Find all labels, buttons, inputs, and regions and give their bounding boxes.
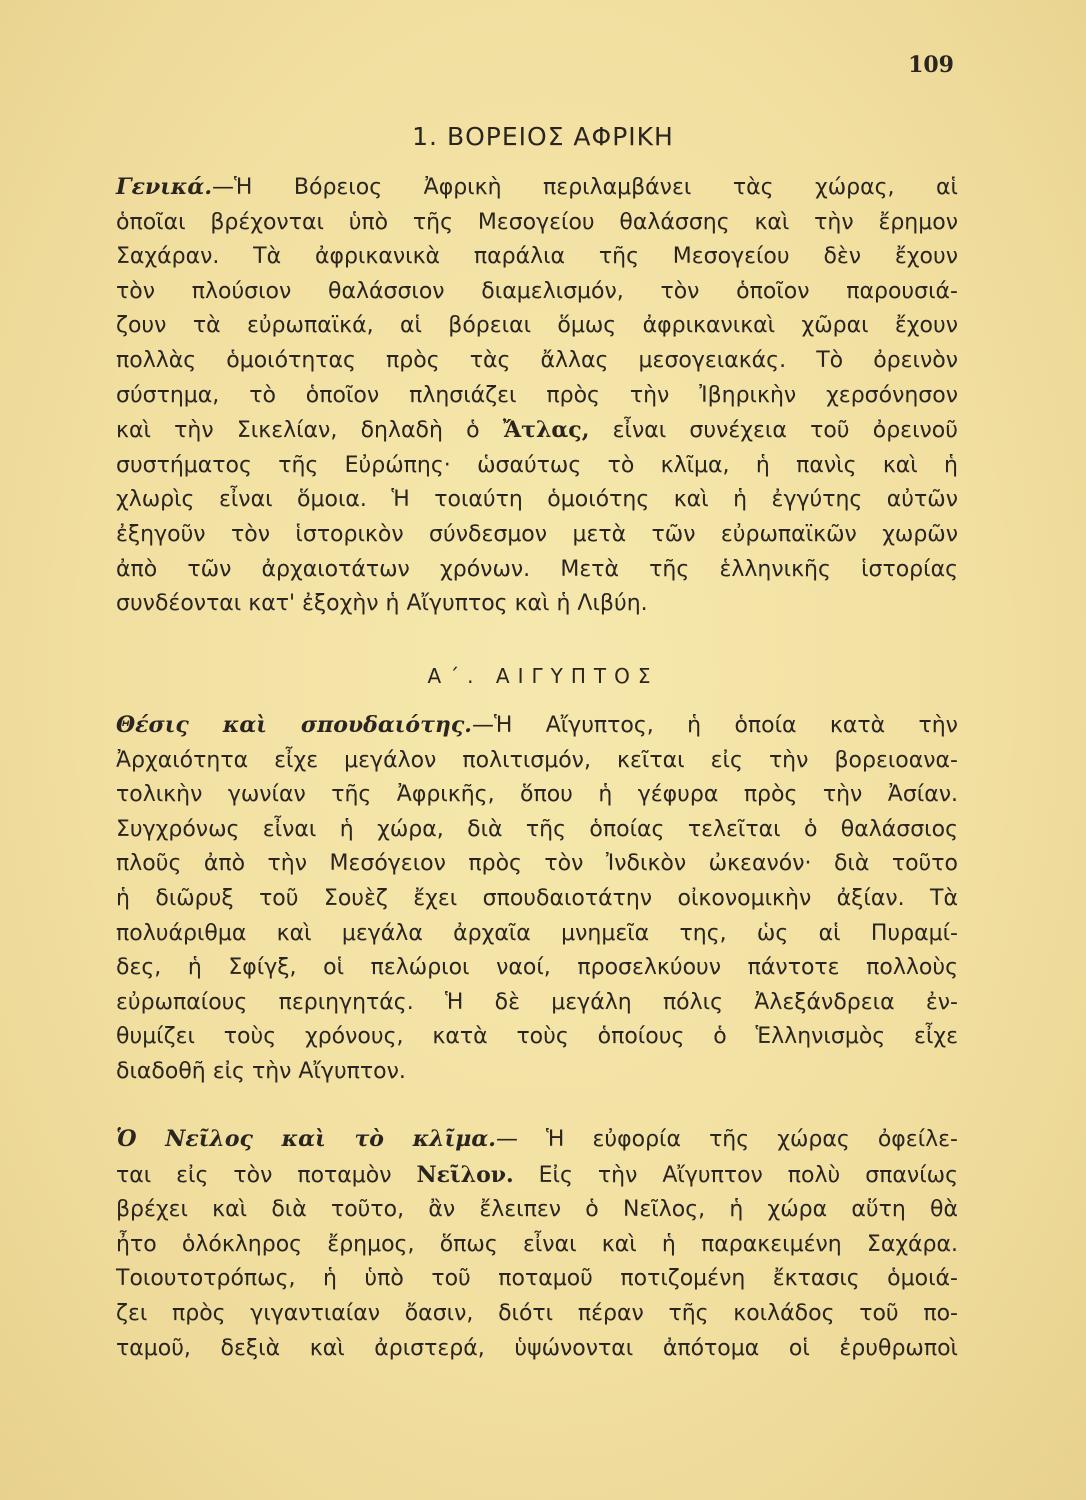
- text-line: διαδοθῆ εἰς τὴν Αἴγυπτον.: [116, 1058, 406, 1084]
- paragraph-general: [116, 170, 958, 622]
- paragraph-heading: Γενικά.: [116, 174, 212, 200]
- text-line: σύστημα, τὸ ὁποῖον πλησιάζει πρὸς τὴν Ἰβηρικὴν χερσόνησον: [116, 382, 958, 408]
- text-line: καὶ τὴν Σικελίαν, δηλαδὴ ὁ Ἄτλας, εἶναι συνέχεια τοῦ ὀρεινοῦ: [116, 417, 958, 444]
- text-line: Γενικά.—Ἡ Βόρειος Ἀφρικὴ περιλαμβάνει τὰς χώρας, αἱ: [116, 174, 958, 200]
- text-line: πλοῦς ἀπὸ τὴν Μεσόγειον πρὸς τὸν Ἰνδικὸν ὠκεανόν· διὰ τοῦτο: [116, 851, 958, 877]
- paragraph-position: [116, 708, 958, 1090]
- atlas-word: Ἄτλας,: [502, 417, 590, 444]
- text-line: ὁποῖαι βρέχονται ὑπὸ τῆς Μεσογείου θαλάσσης καὶ τὴν ἔρημον: [116, 209, 958, 235]
- text-line: πολυάριθμα καὶ μεγάλα ἀρχαῖα μνημεῖα της, ὡς αἱ Πυραμί-: [116, 920, 958, 946]
- text-line: Ὁ Νεῖλος καὶ τὸ κλῖμα.— Ἡ εὐφορία τῆς χώρας ὀφείλε-: [116, 1126, 958, 1152]
- text-line: Τοιουτοτρόπως, ἡ ὑπὸ τοῦ ποταμοῦ ποτιζομένη ἔκτασις ὁμοιά-: [116, 1266, 958, 1292]
- text-line: συστήματος τῆς Εὐρώπης· ὡσαύτως τὸ κλῖμα, ἡ πανὶς καὶ ἡ: [116, 452, 958, 478]
- text-line: Συγχρόνως εἶναι ἡ χώρα, διὰ τῆς ὁποίας τελεῖται ὁ θαλάσσιος: [116, 816, 958, 842]
- text-line: Ἀρχαιότητα εἶχε μεγάλον πολιτισμόν, κεῖται εἰς τὴν βορειοανα-: [116, 747, 958, 773]
- section-title: Α΄. ΑΙΓΥΠΤΟΣ: [427, 664, 659, 688]
- text-line: δες, ἡ Σφίγξ, οἱ πελώριοι ναοί, προσελκύουν πάντοτε πολλοὺς: [116, 955, 958, 981]
- chapter-title: 1. ΒΟΡΕΙΟΣ ΑΦΡΙΚΗ: [412, 122, 674, 151]
- paragraph-nile: [116, 1122, 958, 1366]
- text-line: Σαχάραν. Τὰ ἀφρικανικὰ παράλια τῆς Μεσογείου δὲν ἔχουν: [116, 244, 958, 270]
- text-line: συνδέονται κατ' ἐξοχὴν ἡ Αἴγυπτος καὶ ἡ Λιβύη.: [116, 591, 648, 617]
- text-line: τολικὴν γωνίαν τῆς Ἀφρικῆς, ὅπου ἡ γέφυρα πρὸς τὴν Ἀσίαν.: [116, 782, 958, 808]
- text-line: πολλὰς ὁμοιότητας πρὸς τὰς ἄλλας μεσογειακάς. Τὸ ὀρεινὸν: [116, 347, 958, 373]
- text-line: ται εἰς τὸν ποταμὸν Νεῖλον. Εἰς τὴν Αἴγυπτον πολὺ σπανίως: [116, 1161, 958, 1188]
- paragraph-heading: Ὁ Νεῖλος καὶ τὸ κλῖμα.: [116, 1126, 496, 1152]
- page-number: 109: [908, 52, 954, 78]
- text-line: ἡ διῶρυξ τοῦ Σουὲζ ἔχει σπουδαιοτάτην οἰκονομικὴν ἀξίαν. Τὰ: [116, 885, 958, 911]
- paragraph-heading: Θέσις καὶ σπουδαιότης.: [116, 712, 472, 738]
- text-line: ἦτο ὁλόκληρος ἔρημος, ὅπως εἶναι καὶ ἡ παρακειμένη Σαχάρα.: [116, 1231, 958, 1257]
- text-line: ἀπὸ τῶν ἀρχαιοτάτων χρόνων. Μετὰ τῆς ἑλληνικῆς ἱστορίας: [116, 556, 958, 582]
- text-line: βρέχει καὶ διὰ τοῦτο, ἂν ἔλειπεν ὁ Νεῖλος, ἡ χώρα αὕτη θὰ: [116, 1197, 958, 1223]
- text-line: Θέσις καὶ σπουδαιότης.—Ἡ Αἴγυπτος, ἡ ὁποία κατὰ τὴν: [116, 712, 958, 738]
- text-line: ἐξηγοῦν τὸν ἱστορικὸν σύνδεσμον μετὰ τῶν εὐρωπαϊκῶν χωρῶν: [116, 521, 958, 547]
- text-line: ζει πρὸς γιγαντιαίαν ὄασιν, διότι πέραν τῆς κοιλάδος τοῦ πο-: [116, 1300, 958, 1326]
- text-line: χλωρὶς εἶναι ὅμοια. Ἡ τοιαύτη ὁμοιότης καὶ ἡ ἐγγύτης αὐτῶν: [116, 487, 958, 513]
- nile-word: Νεῖλον.: [416, 1161, 514, 1188]
- text-line: θυμίζει τοὺς χρόνους, κατὰ τοὺς ὁποίους ὁ Ἑλληνισμὸς εἶχε: [116, 1024, 958, 1050]
- text-line: ταμοῦ, δεξιὰ καὶ ἀριστερά, ὑψώνονται ἀπότομα οἱ ἐρυθρωποὶ: [116, 1335, 958, 1361]
- text-line: εὐρωπαίους περιηγητάς. Ἡ δὲ μεγάλη πόλις Ἀλεξάνδρεια ἐν-: [116, 989, 958, 1015]
- text-line: τὸν πλούσιον θαλάσσιον διαμελισμόν, τὸν ὁποῖον παρουσιά-: [116, 278, 958, 304]
- text-line: ζουν τὰ εὐρωπαϊκά, αἱ βόρειαι ὅμως ἀφρικανικαὶ χῶραι ἔχουν: [116, 313, 958, 339]
